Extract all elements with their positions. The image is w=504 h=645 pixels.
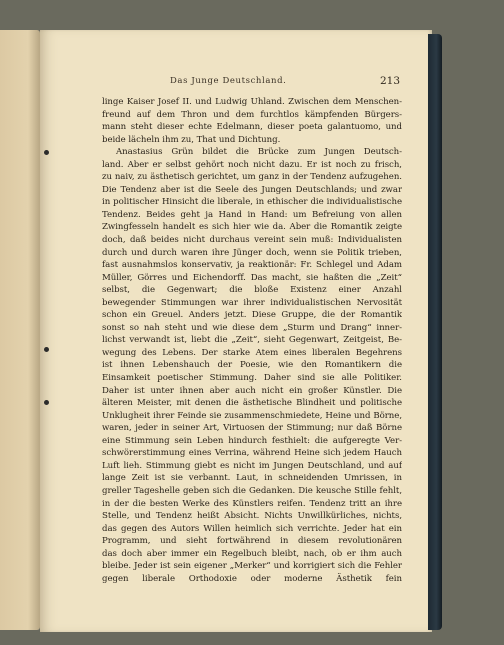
text-line: Zwingfesseln handelt es sich hier wie da. Aber die Romantik zeigte	[102, 222, 402, 233]
text-line: schon ein Greuel. Anders jetzt. Diese Gruppe, die der Romantik	[102, 310, 402, 321]
text-line: selbst, die Gegenwart; die bloße Existenz einer Anzahl	[102, 285, 402, 296]
text-line: linge Kaiser Josef II. und Ludwig Uhland. Zwischen dem Menschen-	[102, 97, 402, 107]
text-line: Die Tendenz aber ist die Seele des Jungen Deutschlands; und zwar	[102, 184, 402, 195]
text-line: in der die besten Werke des Künstlers reifen. Tendenz tritt an ihre	[102, 498, 402, 509]
text-line: ist ihnen Lebenshauch der Poesie, wie den Romantikern die	[102, 360, 402, 371]
text-line: in politischer Hinsicht die liberale, in ethischer die individualistische	[102, 197, 402, 208]
text-line: das gegen des Autors Willen heimlich sich verrichte. Jeder hat ein	[102, 523, 402, 534]
text-line: wegung des Lebens. Der starke Atem eines liberalen Begehrens	[102, 347, 402, 358]
text-line: lange Zeit ist sie verbannt. Laut, in schneidenden Umrissen, in	[102, 473, 402, 484]
text-line: zu naiv, zu ästhetisch gerichtet, um ganz in der Tendenz aufzugehen.	[102, 172, 402, 183]
text-line: durch und durch waren ihre Jünger doch, wenn sie Politik trieben,	[102, 247, 402, 258]
text-line: freund auf dem Thron und dem furchtlos kämpfenden Bürgers-	[102, 109, 402, 120]
running-head	[100, 76, 400, 90]
text-line: Programm, und sieht fortwährend in diesem revolutionären	[102, 536, 402, 547]
left-page-edge	[0, 30, 40, 630]
text-line: Tendenz. Beides geht ja Hand in Hand: um Befreiung von allen	[102, 209, 402, 220]
text-line: lichst verwandt ist, liebt die „Zeit“, sieht Gegenwart, Zeitgeist, Be-	[102, 335, 402, 346]
text-line: älteren Meister, mit denen die ästhetische Blindheit und politische	[102, 398, 402, 409]
running-head-title: Das Junge Deutschland.	[170, 76, 287, 86]
text-line: bewegender Stimmungen war ihrer individualistischen Nervosität	[102, 297, 402, 308]
text-line: Müller, Görres und Eichendorff. Das macht, sie haßten die „Zeit“	[102, 272, 402, 283]
margin-dot	[44, 400, 49, 405]
text-line: beide lächeln ihm zu, That und Dichtung.	[102, 134, 281, 145]
book-cover-edge	[428, 34, 442, 630]
body-text	[102, 96, 402, 585]
text-line: sonst so nah steht und wie diese dem „Sturm und Drang“ inner-	[102, 322, 402, 333]
text-line: Luft lieh. Stimmung giebt es nicht im Jungen Deutschland, und auf	[102, 460, 402, 471]
text-line: fast ausnahmslos konservativ, ja reaktionär: Fr. Schlegel und Adam	[102, 260, 402, 271]
text-line: Daher ist unter ihnen aber auch nicht ein großer Künstler. Die	[102, 385, 402, 396]
text-line: waren, jeder in seiner Art, Virtuosen der Stimmung; nur daß Börne	[102, 423, 402, 434]
margin-dot	[44, 347, 49, 352]
text-line: gegen liberale Orthodoxie oder moderne Ästhetik fein	[102, 573, 402, 584]
text-line: schwörerstimmung eines Verrina, während Heine sich jedem Hauch	[102, 448, 402, 459]
text-line: land. Aber er selbst gehört noch nicht dazu. Er ist noch zu frisch,	[102, 159, 402, 170]
text-line: Stelle, und Tendenz heißt Absicht. Nichts Unwillkürliches, nichts,	[102, 511, 402, 522]
margin-dot	[44, 150, 49, 155]
text-line: doch, daß beides nicht durchaus vereint sein muß: Individualisten	[102, 235, 402, 246]
text-line: Unklugheit ihrer Feinde sie zusammenschmiedete, Heine und Börne,	[102, 410, 402, 421]
text-line: mann steht dieser echte Edelmann, dieser poeta galantuomo, und	[102, 122, 402, 133]
text-line: Einsamkeit poetischer Stimmung. Daher sind sie alle Politiker.	[102, 373, 402, 384]
page-number: 213	[379, 75, 400, 87]
text-line: eine Stimmung sein Leben hindurch festhielt: die aufgeregte Ver-	[102, 435, 402, 446]
text-line: das doch aber immer ein Regelbuch bleibt, nach, ob er ihm auch	[102, 548, 402, 559]
text-line: Anastasius Grün bildet die Brücke zum Jungen Deutsch-	[116, 147, 402, 158]
text-line: bleibe. Jeder ist sein eigener „Merker“ und korrigiert sich die Fehler	[102, 561, 402, 572]
text-line: greller Tageshelle geben sich die Gedanken. Die keusche Stille fehlt,	[102, 485, 402, 496]
